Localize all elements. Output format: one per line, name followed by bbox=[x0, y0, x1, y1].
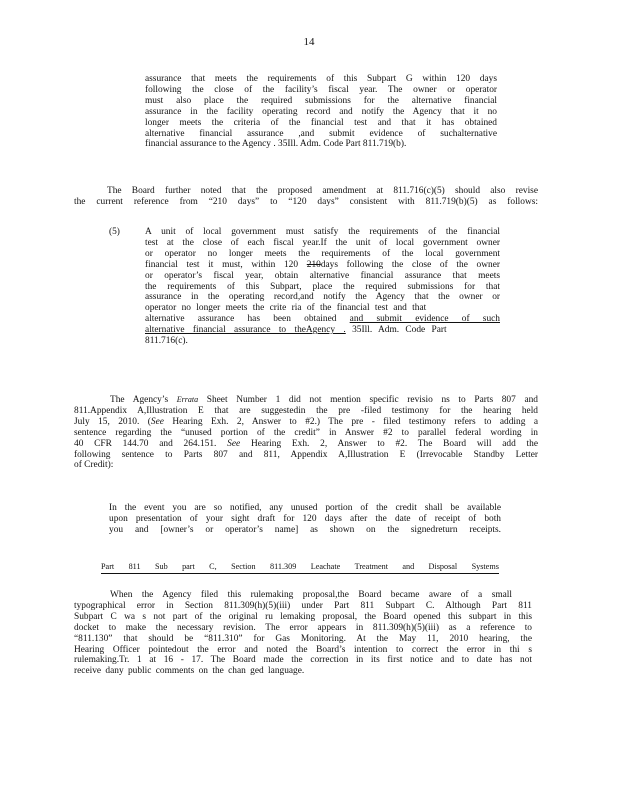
rule-line: operator no longer meets the crite ria of the financial test and that bbox=[145, 303, 427, 314]
rule-line bbox=[145, 325, 500, 336]
rule-line: assurance in the operating record,and notify the Agency that the owner or bbox=[145, 292, 500, 303]
paragraph-typographical-error bbox=[74, 590, 532, 677]
heading-word: Systems bbox=[471, 562, 499, 571]
paragraph-line: Subpart C wa s not part of the original ru lemaking proposal, the Board opened this subpart in this bbox=[74, 611, 532, 622]
heading-word: Leachate bbox=[310, 562, 341, 571]
heading-word: 811.309 bbox=[270, 562, 297, 571]
paragraph-text: Hearing Exh. 2, Answer to #2.) The pre - filed testimony refers to adding a bbox=[163, 416, 538, 427]
item-number: (5) bbox=[109, 227, 120, 237]
heading-word: Part bbox=[101, 562, 115, 571]
heading-word: C, bbox=[209, 562, 217, 571]
paragraph-line: sentence regarding the “unused portion of the credit” in Answer #2 to parallel federal wording in bbox=[74, 427, 538, 438]
paragraph-line: When the Agency filed this rulemaking proposal,the Board became aware of a small bbox=[110, 590, 512, 600]
quote-line: assurance that meets the requirements of this Subpart G within 120 days bbox=[145, 74, 497, 84]
heading-word: Sub bbox=[154, 562, 168, 571]
heading-word: Disposal bbox=[428, 562, 458, 571]
quote-block-811-719 bbox=[145, 74, 497, 150]
heading-word: and bbox=[402, 562, 415, 571]
paragraph-line bbox=[74, 395, 538, 406]
rule-line bbox=[145, 314, 500, 325]
page-number: 14 bbox=[303, 36, 315, 48]
paragraph-line: receive dany public comments on the chan ged language. bbox=[74, 666, 305, 677]
paragraph-line bbox=[74, 417, 538, 428]
italic-term: See bbox=[150, 416, 164, 427]
heading-word: 811 bbox=[128, 562, 141, 571]
heading-underline bbox=[101, 573, 499, 574]
paragraph-line: “811.130” that should be “811.310” for Gas Monitoring. At the May 11, 2010 hearing, the bbox=[74, 633, 532, 644]
paragraph-line: 811.Appendix A,Illustration E that are suggestedin the pre -filed testimony for the hearing held bbox=[74, 405, 538, 416]
rule-text: days following the close of the owner bbox=[320, 259, 500, 270]
quote-line: alternative financial assurance ,and submit evidence of suchalternative bbox=[145, 128, 497, 139]
quote-line: must also place the required submissions for the alternative financial bbox=[145, 95, 497, 106]
paragraph-line: following sentence to Parts 807 and 811, Appendix A,Illustration E (Irrevocable Standby Letter bbox=[74, 449, 538, 460]
rule-line: the requirements of this Subpart, place the required submissions for that bbox=[145, 281, 500, 292]
deleted-text: 210 bbox=[306, 259, 321, 270]
quote-block-letter-of-credit bbox=[109, 503, 501, 536]
paragraph-text: The Agency’s bbox=[110, 395, 177, 405]
italic-term: See bbox=[227, 438, 241, 449]
paragraph-text: 40 CFR 144.70 and 264.151. bbox=[74, 438, 228, 449]
amended-rule-811-716 bbox=[145, 227, 500, 347]
rule-text: alternative assurance has been obtained bbox=[145, 314, 350, 325]
quote-line: you and [owner’s or operator’s name] as shown on the signedreturn receipts. bbox=[109, 524, 501, 535]
quote-line: following the close of the facility’s fiscal year. The owner or operator bbox=[145, 84, 497, 95]
paragraph-board-noted bbox=[74, 186, 538, 208]
paragraph-agency-errata bbox=[74, 395, 538, 471]
rule-text: financial test it must, within 120 bbox=[145, 259, 299, 270]
rule-line: test at the close of each fiscal year.If the unit of local government owner bbox=[145, 237, 500, 248]
quote-line: upon presentation of your sight draft for 120 days after the date of receipt of both bbox=[109, 513, 501, 524]
paragraph-line bbox=[74, 439, 538, 450]
rule-line: or operator no longer meets the requirements of the local government bbox=[145, 248, 500, 259]
rule-line: or operator’s fiscal year, obtain alternative financial assurance that meets bbox=[145, 270, 500, 281]
quote-line: financial assurance to the Agency . 35Ill. Adm. Code Part 811.719(b). bbox=[145, 139, 407, 150]
section-heading bbox=[101, 562, 499, 571]
quote-line: assurance in the facility operating record and notify the Agency that it no bbox=[145, 106, 497, 117]
paragraph-line: rulemaking.Tr. 1 at 16 - 17. The Board made the correction in its first notice and to date has not bbox=[74, 655, 532, 666]
paragraph-line: the current reference from “210 days” to “120 days” consistent with 811.719(b)(5) as follows: bbox=[74, 196, 538, 207]
paragraph-line: of Credit): bbox=[74, 460, 114, 471]
paragraph-text: Sheet Number 1 did not mention specific revisio ns to Parts 807 and bbox=[198, 395, 538, 405]
paragraph-text: July 15, 2010. ( bbox=[74, 416, 151, 427]
rule-line: A unit of local government must satisfy the requirements of the financial bbox=[145, 227, 500, 237]
paragraph-line: The Board further noted that the proposed amendment at 811.716(c)(5) should also revise bbox=[107, 186, 538, 196]
rule-text: 35Ill. Adm. Code Part bbox=[345, 325, 447, 336]
rule-line: 811.716(c). bbox=[145, 336, 188, 347]
paragraph-line: typographical error in Section 811.309(h)(5)(iii) under Part 811 Subpart C. Although Part 811 bbox=[74, 600, 532, 611]
italic-term: Errata bbox=[176, 395, 199, 404]
paragraph-line: docket to make the necessary revision. The error appears in 811.309(h)(5)(iii) as a reference to bbox=[74, 622, 532, 633]
heading-word: part bbox=[182, 562, 195, 571]
inserted-text: alternative financial assurance to theAgency . bbox=[145, 325, 346, 336]
inserted-text: and submit evidence of such bbox=[349, 314, 500, 325]
paragraph-line: Hearing Officer pointedout the error and noted the Board’s intention to correct the error in thi s bbox=[74, 644, 532, 655]
heading-word: Treatment bbox=[354, 562, 388, 571]
paragraph-text: Hearing Exh. 2, Answer to #2. The Board will add the bbox=[240, 438, 538, 449]
rule-line bbox=[145, 260, 500, 271]
quote-line: longer meets the criteria of the financial test and that it has obtained bbox=[145, 117, 497, 128]
heading-word: Section bbox=[231, 562, 256, 571]
quote-line: In the event you are so notified, any unused portion of the credit shall be available bbox=[109, 503, 501, 513]
